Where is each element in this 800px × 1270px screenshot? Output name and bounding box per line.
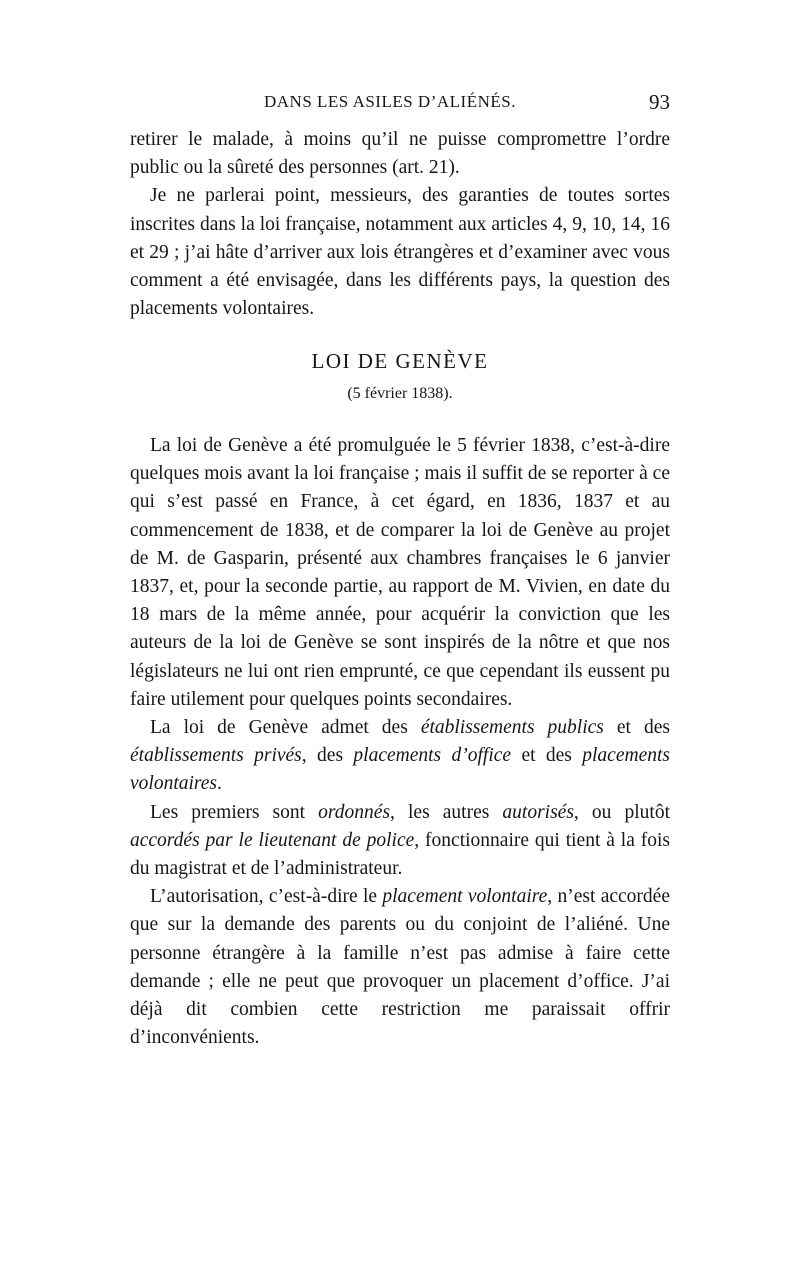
body-paragraph-3 [130,799,670,884]
italic-term: accordés par le lieutenant de police [130,829,415,851]
intro-text [130,126,670,323]
italic-term: autorisés [502,801,574,823]
italic-term: placement volontaire [382,886,548,908]
italic-term: établissements publics [420,717,604,739]
body-paragraph-4 [130,883,670,1052]
text-run: et des [511,745,583,767]
section-title: LOI DE GENÈVE [311,349,489,373]
italic-term: placements volontaires [130,745,670,795]
intro-paragraph-1: retirer le malade, à moins qu’il ne puisse compromettre l’ordre public ou la sûreté des personnes (art. 21). [130,129,670,179]
text-run: , n’est accordée que sur la demande des parents ou du conjoint de l’aliéné. Une personne étrangère à la famille n’est pas admise à faire cette demande ; elle ne peut que provoquer un placement d’office. J’ai déjà dit combien cette restriction me paraissait offrir d’inconvénients. [130,886,670,1049]
page-number: 93 [649,90,670,114]
italic-term: ordonnés [318,801,391,823]
text-run: Les premiers sont [150,801,319,823]
section-date: (5 février 1838). [347,385,453,402]
body-paragraph-1: La loi de Genève a été promulguée le 5 février 1838, c’est-à-dire quelques mois avant la loi française ; mais il suffit de se reporter à ce qui s’est passé en France, à cet égard, en 1836, 1837 et au commencement de 1838, et de comparer la loi de Genève au projet de M. de Gasparin, présenté aux chambres françaises le 6 janvier 1837, et, pour la seconde partie, au rapport de M. Vivien, en date du 18 mars de la même année, pour acquérir la conviction que les auteurs de la loi de Genève se sont inspirés de la nôtre et que nos législateurs ne lui ont rien emprunté, ce que cependant ils eussent pu faire utilement pour quelques points secondaires. [130,435,670,710]
text-run: , les autres [390,801,503,823]
running-title: DANS LES ASILES D’ALIÉNÉS. [264,92,516,111]
text-run: , des [301,745,354,767]
body-paragraph-2 [130,714,670,799]
text-run: L’autorisation, c’est-à-dire le [150,886,383,908]
italic-term: établissements privés [130,745,302,767]
text-run: , ou plutôt [573,801,670,823]
intro-paragraph-2: Je ne parlerai point, messieurs, des garanties de toutes sortes inscrites dans la loi française, notamment aux articles 4, 9, 10, 14, 16 et 29 ; j’ai hâte d’arriver aux lois étrangères et d’examiner avec vous comment a été envisagée, dans les différents pays, la question des placements volontaires. [130,185,670,320]
text-run: La loi de Genève admet des [150,717,421,739]
italic-term: placements d’office [353,745,512,767]
text-run: , fonctionnaire qui tient à la fois du magistrat et de l’administrateur. [130,829,670,880]
running-header [130,92,670,122]
body-text [130,432,670,1052]
text-run: . [217,773,222,795]
text-run: et des [603,717,670,739]
